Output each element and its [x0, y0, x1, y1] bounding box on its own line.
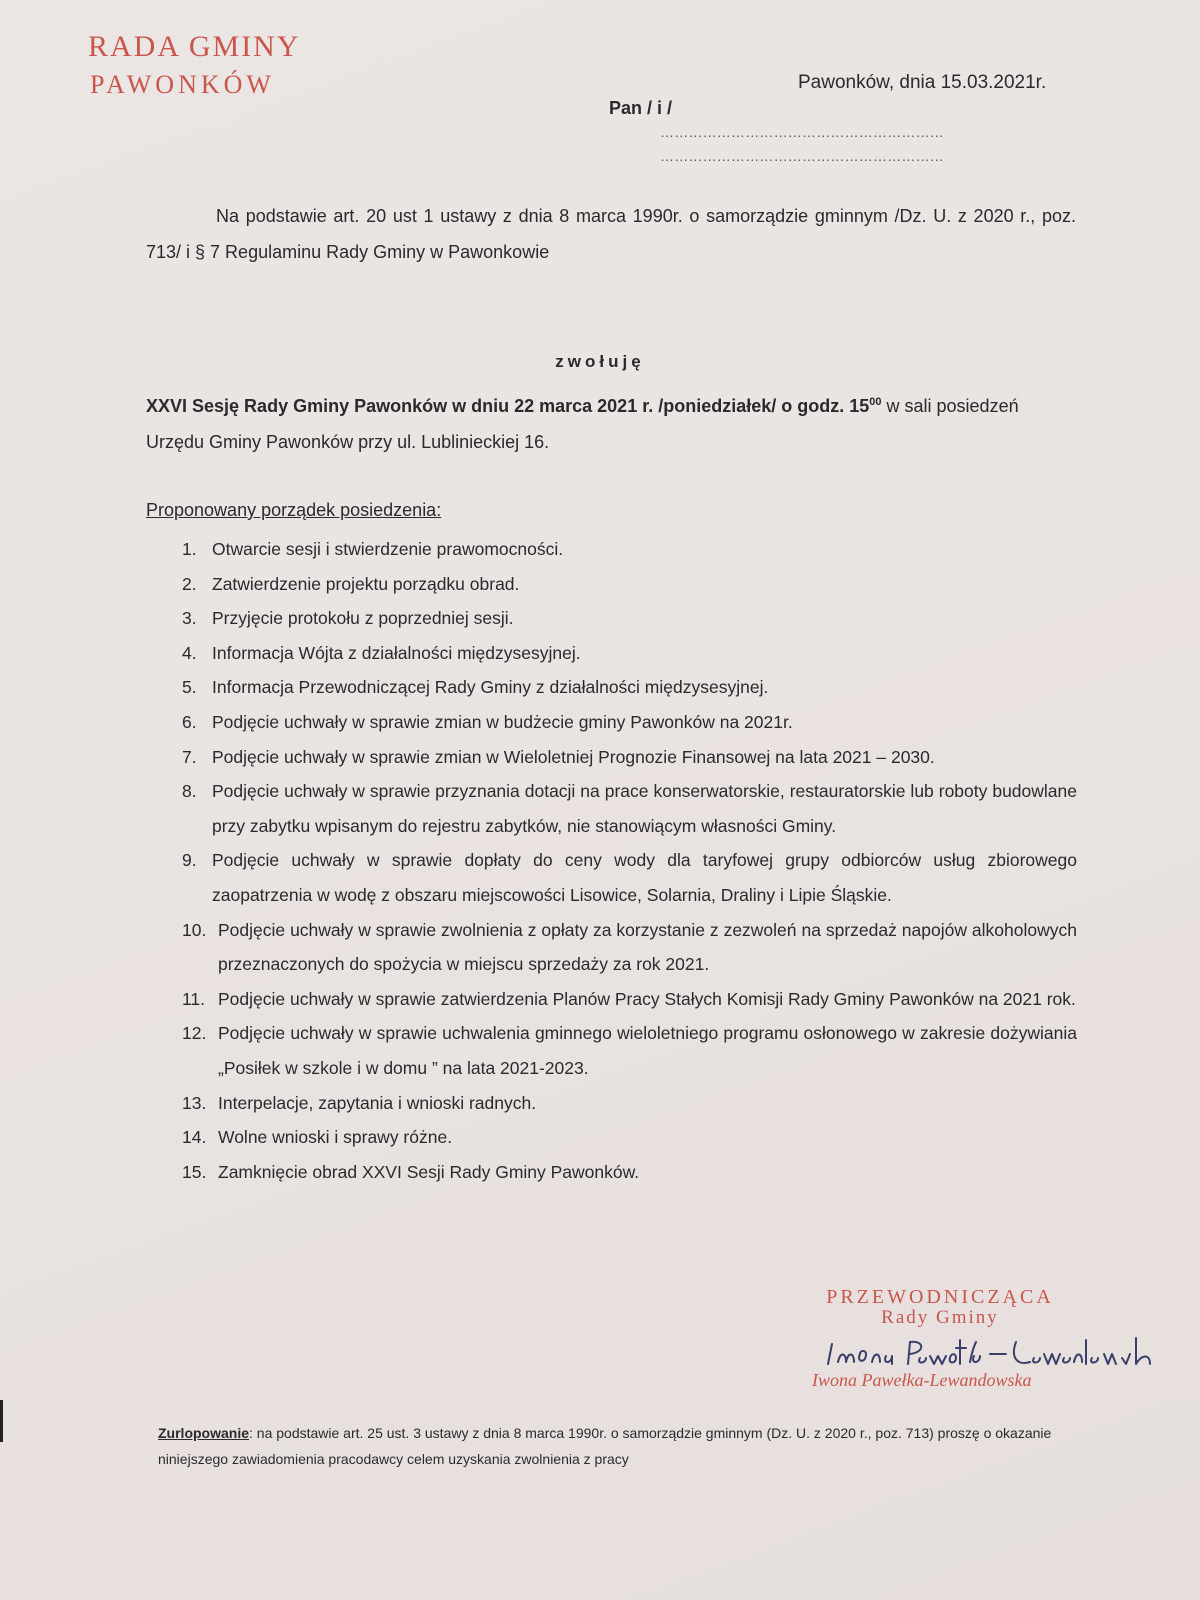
- agenda-item: [182, 636, 1077, 671]
- agenda-item-number: 5.: [182, 677, 197, 698]
- page-edge-mark: [0, 1400, 3, 1442]
- agenda-list: [182, 532, 1077, 1189]
- footnote: [158, 1420, 1078, 1472]
- legal-basis-paragraph: Na podstawie art. 20 ust 1 ustawy z dnia 8 marca 1990r. o samorządzie gminnym /Dz. U. z 2020 r., poz. 713/ i § 7 Regulaminu Rady Gminy w Pawonkowie: [146, 206, 1076, 262]
- agenda-item-text: Podjęcie uchwały w sprawie zmian w budżecie gminy Pawonków na 2021r.: [212, 711, 793, 732]
- agenda-item-number: 8.: [182, 781, 197, 802]
- session-info-rest: w sali posiedzeń Urzędu Gminy Pawonków przy ul. Lublinieckiej 16.: [146, 396, 1019, 452]
- agenda-item-number: 15.: [182, 1161, 207, 1182]
- agenda-item: [182, 601, 1077, 636]
- agenda-item-number: 7.: [182, 746, 197, 767]
- signatory-name: Iwona Pawełka-Lewandowska: [812, 1370, 1032, 1390]
- agenda-item: [182, 567, 1077, 602]
- agenda-item-text: Zatwierdzenie projektu porządku obrad.: [212, 573, 520, 594]
- agenda-item-number: 11.: [182, 988, 206, 1009]
- footnote-lead: Zurlopowanie: [158, 1425, 249, 1441]
- agenda-item: [182, 1155, 1077, 1190]
- agenda-item: [182, 670, 1077, 705]
- place-date: Pawonków, dnia 15.03.2021r.: [798, 72, 1047, 93]
- footnote-text: : na podstawie art. 25 ust. 3 ustawy z dnia 8 marca 1990r. o samorządzie gminnym (Dz. U. z 2020 r., poz. 713) proszę o okazanie niniejszego zawiadomienia pracodawcy celem uzyskania zwolnienia z pracy: [158, 1425, 1052, 1467]
- agenda-item: [182, 913, 1077, 982]
- agenda-item-text: Podjęcie uchwały w sprawie zwolnienia z opłaty za korzystanie z zezwoleń na sprzedaż napojów alkoholowych przeznaczonych do spożycia w miejscu sprzedaży za rok 2021.: [218, 919, 1077, 975]
- agenda-item: [182, 1086, 1077, 1121]
- agenda-item-number: 6.: [182, 711, 197, 732]
- session-time-minutes: 00: [869, 396, 882, 408]
- agenda-item-text: Informacja Przewodniczącej Rady Gminy z działalności międzysesyjnej.: [212, 677, 769, 698]
- agenda-title: Proponowany porządek posiedzenia:: [146, 500, 442, 520]
- agenda-item-text: Informacja Wójta z działalności międzysesyjnej.: [212, 642, 581, 663]
- agenda-item: [182, 705, 1077, 740]
- agenda-item: [182, 1016, 1077, 1085]
- agenda-item-text: Podjęcie uchwały w sprawie zmian w Wieloletniej Prognozie Finansowej na lata 2021 – 2030.: [212, 746, 935, 767]
- agenda-item-text: Wolne wnioski i sprawy różne.: [218, 1127, 453, 1148]
- letterhead-subtitle: PAWONKÓW: [90, 70, 275, 99]
- signature-role: PRZEWODNICZĄCA: [826, 1286, 1054, 1308]
- agenda-item-text: Podjęcie uchwały w sprawie przyznania dotacji na prace konserwatorskie, restauratorskie lub roboty budowlane przy zabytku wpisanym do rejestru zabytków, nie stanowiącym własności Gminy.: [212, 781, 1077, 836]
- agenda-item-text: Podjęcie uchwały w sprawie dopłaty do ceny wody dla taryfowej grupy odbiorców usług zbiorowego zaopatrzenia w wodę z obszaru miejscowości Lisowice, Solarnia, Draliny i Lipie Śląskie.: [212, 850, 1077, 905]
- agenda-item-number: 1.: [182, 539, 197, 559]
- agenda-item-number: 9.: [182, 850, 197, 871]
- agenda-item-number: 10.: [182, 919, 207, 940]
- letterhead-title: RADA GMINY: [88, 30, 301, 63]
- agenda-item-number: 4.: [182, 642, 197, 663]
- signature-stamp: [790, 1286, 1090, 1329]
- addressee-label: Pan / i /: [609, 98, 673, 118]
- agenda-item-text: Podjęcie uchwały w sprawie zatwierdzenia Planów Pracy Stałych Komisji Rady Gminy Pawonków na 2021 rok.: [218, 988, 1076, 1009]
- agenda-item-text: Interpelacje, zapytania i wnioski radnych.: [218, 1092, 537, 1113]
- session-info: [146, 384, 1076, 460]
- agenda-item-text: Zamknięcie obrad XXVI Sesji Rady Gminy Pawonków.: [218, 1161, 640, 1182]
- agenda-item: [182, 532, 1077, 567]
- agenda-item: [182, 1120, 1077, 1155]
- agenda-item-number: 12.: [182, 1023, 207, 1044]
- agenda-item-text: Podjęcie uchwały w sprawie uchwalenia gminnego wieloletniego programu osłonowego w zakresie dożywiania „Posiłek w szkole i w domu ” na lata 2021-2023.: [218, 1023, 1077, 1078]
- agenda-item-number: 13.: [182, 1092, 207, 1113]
- addressee-line: ……………………………………………………: [660, 148, 944, 164]
- agenda-item-number: 3.: [182, 608, 197, 629]
- agenda-item: [182, 774, 1077, 843]
- agenda-item: [182, 982, 1077, 1017]
- agenda-item: [182, 843, 1077, 912]
- addressee-line: ……………………………………………………: [660, 124, 944, 140]
- signature-body: Rady Gminy: [881, 1307, 999, 1328]
- agenda-item-number: 14.: [182, 1127, 207, 1148]
- convene-heading: zwołuję: [555, 352, 645, 371]
- agenda-item-text: Otwarcie sesji i stwierdzenie prawomocności.: [212, 539, 564, 559]
- agenda-item-number: 2.: [182, 573, 197, 594]
- agenda-item-text: Przyjęcie protokołu z poprzedniej sesji.: [212, 608, 514, 629]
- agenda-item: [182, 740, 1077, 775]
- session-info-bold: XXVI Sesję Rady Gminy Pawonków w dniu 22 marca 2021 r. /poniedziałek/ o godz. 15: [146, 396, 870, 416]
